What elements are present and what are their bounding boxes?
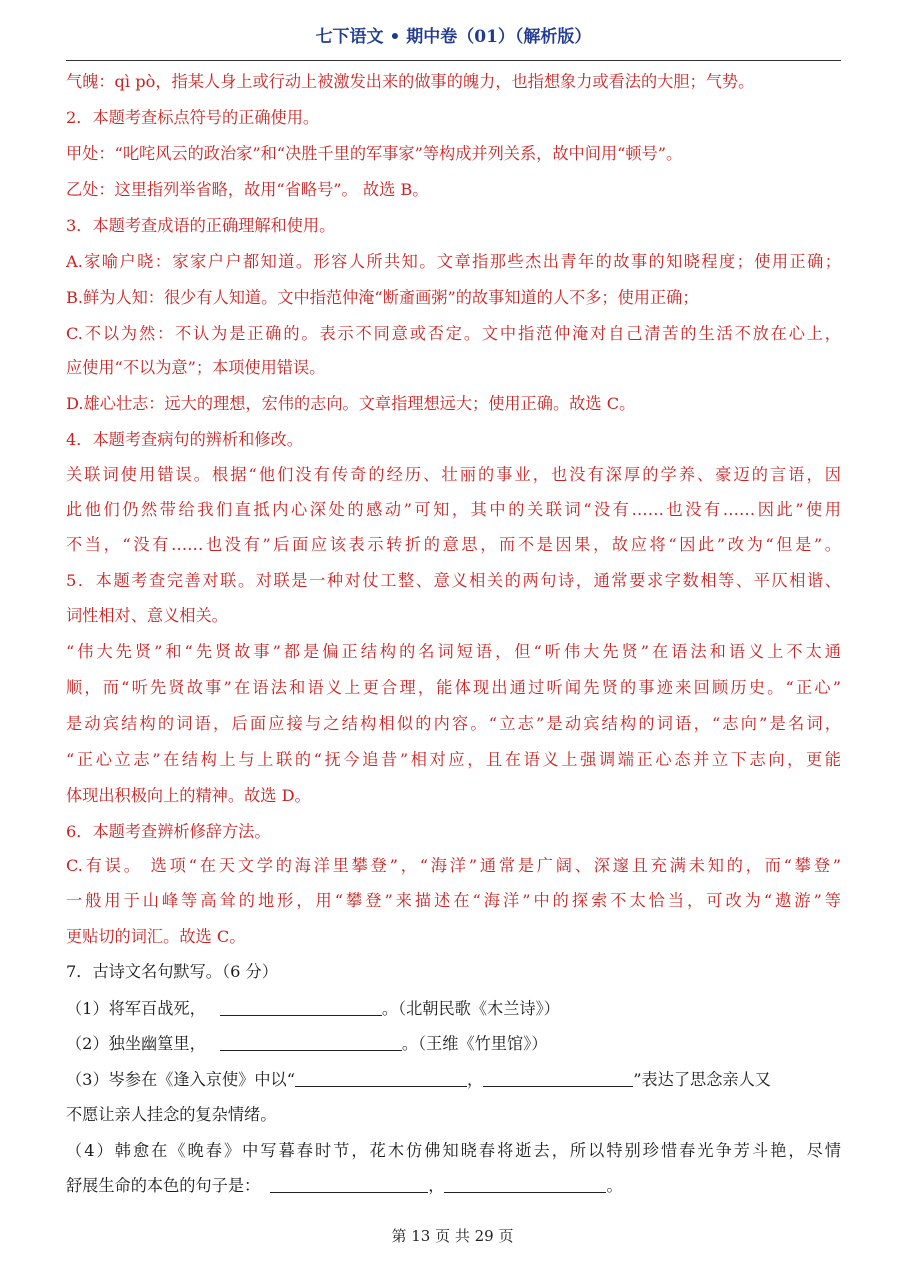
answer-line: 不当，“没有……也没有”后面应该表示转折的意思，而不是因果，故应将“因此”改为“但是”。 bbox=[66, 535, 841, 554]
answer-line: 更贴切的词汇。故选 C。 bbox=[66, 927, 246, 946]
answer-line: 关联词使用错误。根据“他们没有传奇的经历、壮丽的事业，也没有深厚的学养、豪迈的言语，因 bbox=[66, 465, 841, 484]
answer-line: 一般用于山峰等高耸的地形，用“攀登”来描述在“海洋”中的探索不太恰当，可改为“遨游”等 bbox=[66, 891, 841, 910]
answer-line: 乙处：这里指列举省略，故用“省略号”。 故选 B。 bbox=[66, 180, 429, 199]
page-header-title: 七下语文 • 期中卷（01）（解析版） bbox=[315, 27, 592, 47]
answer-blank bbox=[444, 1176, 606, 1193]
header-divider bbox=[66, 60, 841, 61]
q7-item-4: （4）韩愈在《晚春》中写暮春时节，花木仿佛知晓春将逝去，所以特别珍惜春光争芳斗艳，尽情 bbox=[66, 1141, 841, 1160]
answer-line: 3．本题考查成语的正确理解和使用。 bbox=[66, 216, 336, 235]
q7-item-2: （2）独坐幽篁里， 。（王维《竹里馆》） bbox=[66, 1034, 548, 1053]
q7-item-4-cont: 舒展生命的本色的句子是： ， 。 bbox=[66, 1176, 623, 1195]
answer-blank bbox=[270, 1176, 428, 1193]
answer-line: 词性相对、意义相关。 bbox=[66, 606, 228, 625]
q7-item-3: （3）岑参在《逢入京使》中以“ ， ”表达了思念亲人又 bbox=[66, 1070, 771, 1089]
answer-line: 此他们仍然带给我们直抵内心深处的感动”可知，其中的关联词“没有……也没有……因此”使用 bbox=[66, 500, 841, 519]
question-7-title: 7．古诗文名句默写。（6 分） bbox=[66, 962, 278, 981]
answer-line: 顺，而“听先贤故事”在语法和语义上更合理，能体现出通过听闻先贤的事迹来回顾历史。“正心” bbox=[66, 678, 841, 697]
answer-line: 4．本题考查病句的辨析和修改。 bbox=[66, 430, 303, 449]
q7-item-3-cont: 不愿让亲人挂念的复杂情绪。 bbox=[66, 1105, 277, 1124]
q7-item-1: （1）将军百战死， 。（北朝民歌《木兰诗》） bbox=[66, 999, 560, 1018]
answer-line: 气魄：qì pò，指某人身上或行动上被激发出来的做事的魄力，也指想象力或看法的大胆；气势。 bbox=[66, 72, 755, 91]
answer-blank bbox=[483, 1070, 633, 1087]
answer-blank bbox=[220, 999, 382, 1016]
answer-line: 体现出积极向上的精神。故选 D。 bbox=[66, 786, 311, 805]
answer-line: “伟大先贤”和“先贤故事”都是偏正结构的名词短语，但“听伟大先贤”在语法和语义上不太通 bbox=[66, 642, 841, 661]
answer-line: 2．本题考查标点符号的正确使用。 bbox=[66, 108, 320, 127]
answer-blank bbox=[220, 1034, 402, 1051]
answer-line: C.不以为然：不认为是正确的。表示不同意或否定。文中指范仲淹对自己清苦的生活不放在心上， bbox=[66, 324, 841, 343]
answer-blank bbox=[295, 1070, 467, 1087]
answer-line: “正心立志”在结构上与上联的“抚今追昔”相对应，且在语义上强调端正心态并立下志向，更能 bbox=[66, 750, 841, 769]
answer-line: 6．本题考查辨析修辞方法。 bbox=[66, 822, 271, 841]
answer-line: B.鲜为人知：很少有人知道。文中指范仲淹“断齑画粥”的故事知道的人不多；使用正确； bbox=[66, 288, 699, 307]
page-number: 第 13 页 共 29 页 bbox=[391, 1227, 514, 1245]
answer-line: C.有误。 选项“在天文学的海洋里攀登”，“海洋”通常是广阔、深邃且充满未知的，而“攀登” bbox=[66, 856, 841, 875]
answer-line: D.雄心壮志：远大的理想，宏伟的志向。文章指理想远大；使用正确。故选 C。 bbox=[66, 394, 636, 413]
answer-line: A.家喻户晓：家家户户都知道。形容人所共知。文章指那些杰出青年的故事的知晓程度；使用正确； bbox=[66, 252, 841, 271]
answer-line: 5．本题考查完善对联。对联是一种对仗工整、意义相关的两句诗，通常要求字数相等、平仄相谐、 bbox=[66, 571, 841, 590]
answer-line: 应使用“不以为意”；本项使用错误。 bbox=[66, 358, 326, 377]
answer-line: 是动宾结构的词语，后面应接与之结构相似的内容。“立志”是动宾结构的词语，“志向”是名词， bbox=[66, 714, 841, 733]
answer-line: 甲处：“叱咤风云的政治家”和“决胜千里的军事家”等构成并列关系，故中间用“顿号”。 bbox=[66, 144, 683, 163]
